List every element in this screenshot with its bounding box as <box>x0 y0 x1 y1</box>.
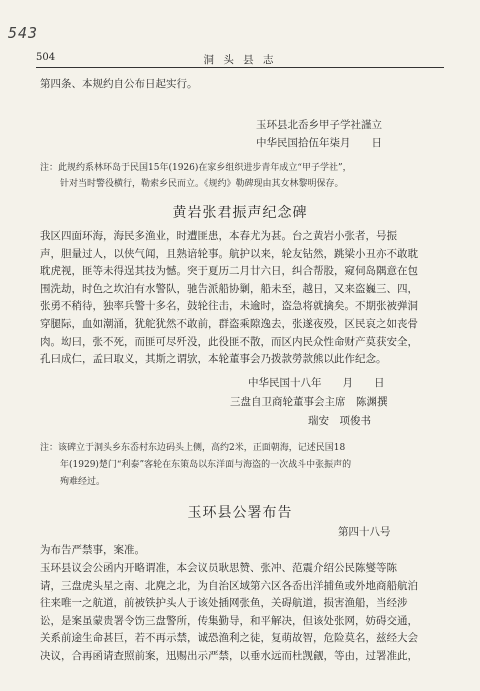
signature-line: 中华民国拾伍年柒月 日 <box>256 137 382 149</box>
section-title-proclamation: 玉环县公署布告 <box>187 505 293 521</box>
signature-line: 瑞安 项俊书 <box>308 415 371 427</box>
text-line: 肉。㘭曰，张不死，而匪可尽歼没，此役匪不散，而区内民众性命财产莫获安全， <box>40 335 418 348</box>
running-head: 洞 头 县 志 <box>203 54 277 66</box>
monument-text <box>40 228 440 369</box>
text-line: 讼，是案虽蒙贵署令饬三盘警所，传集勤导，和平解决，但该处张网，妨碍交通， <box>40 614 418 627</box>
text-line: 围洗劫，时色之坎泊有水警队，驰告派船协剿，船未至，越日，又来盗巍三、四， <box>40 282 418 295</box>
signature-line: 玉环县北岙乡甲子学社謹立 <box>256 119 382 131</box>
text-line: 往来唯一之航道，前被铁护头人于该处插网张鱼，关碍航道，损害渔船，当经涉 <box>40 597 408 610</box>
note-line: 注：该碑立于洞头乡东岙村东边码头上侧，高约2米，正面朝海，记述民国18 <box>40 443 346 453</box>
text-line: 玉环县议会公函内开略谓准，本会议员耿思赞、张冲、范震介绍公民陈燮等陈 <box>40 562 397 574</box>
page-number: 504 <box>36 52 56 63</box>
text-line: 耽虎视，匪等未得逞其技为憾。突于夏历二月廿六日，纠合帮股，窥伺岛隅意在包 <box>40 265 418 278</box>
signature-block-1 <box>256 116 382 152</box>
signature-line: 中华民国十八年 月 日 <box>248 377 385 389</box>
note-line: 年(1929)楚门“利泰”客轮在东策岛以东洋面与海盗的一次战斗中张振声的 <box>60 460 352 470</box>
article-4: 第四条、本规约自公布日起实行。 <box>40 78 198 90</box>
handwritten-page-mark: 543 <box>8 24 39 42</box>
section-title-monument: 黄岩张君振声纪念碑 <box>172 205 308 221</box>
text-line: 张勇不稍待，独率兵警十多名，鼓轮往击，未逾时，盗急将就擒矣。不期张被弹洞 <box>40 300 418 313</box>
text-line: 请，三盘虎头星之南、北麂之北，为自治区域第六区各岙出洋捕鱼或外地商船航泊 <box>40 579 418 592</box>
note-line: 针对当时警役横行，勒索乡民而立。《规约》勒碑现由其女林黎明保存。 <box>60 179 344 189</box>
note-2 <box>40 440 351 491</box>
document-number: 第四十八号 <box>338 526 391 538</box>
text-line: 声，胆量过人，以侠气闻，且熟谙轮事。航护以来，轮友钻然，跳梁小丑亦不敢耽 <box>40 247 418 260</box>
text-line: 关系前途生命甚巨，若不再示禁，诚恐渔利之徒，复萌故智，危险莫名，兹经大会 <box>40 632 418 645</box>
text-line: 我区四面环海，海民多渔业，时遭匪患，本春尤为甚。台之黄岩小张者，号振 <box>40 230 397 242</box>
note-line: 注：此规约系林环岛于民国15年(1926)在家乡组织进步青年成立“甲子学社”， <box>40 163 352 173</box>
text-line: 决议，合再函请查照前案，迅赐出示严禁，以垂水远而杜觊觎，等由，过署准此， <box>40 649 418 662</box>
proclamation-opening: 为布告严禁事，案准。 <box>40 544 145 556</box>
proclamation-text <box>40 560 440 666</box>
page-header <box>36 52 444 68</box>
header-rule <box>36 67 444 68</box>
signature-block-2 <box>230 374 388 431</box>
text-line: 穿腿际，血如潮涌，犹舵犹然不敢前，群盗乘隙逸去，张遂夜殁，区民哀之如丧骨 <box>40 317 418 330</box>
note-line: 殉难经过。 <box>60 477 106 487</box>
note-1 <box>40 160 352 192</box>
text-line: 孔曰成仁，孟曰取义，其斯之谓欤，本轮董事会乃拨款勞款熊以此作纪念。 <box>40 353 387 366</box>
signature-line: 三盘自卫商轮董事会主席 陈渊撰 <box>230 396 388 408</box>
